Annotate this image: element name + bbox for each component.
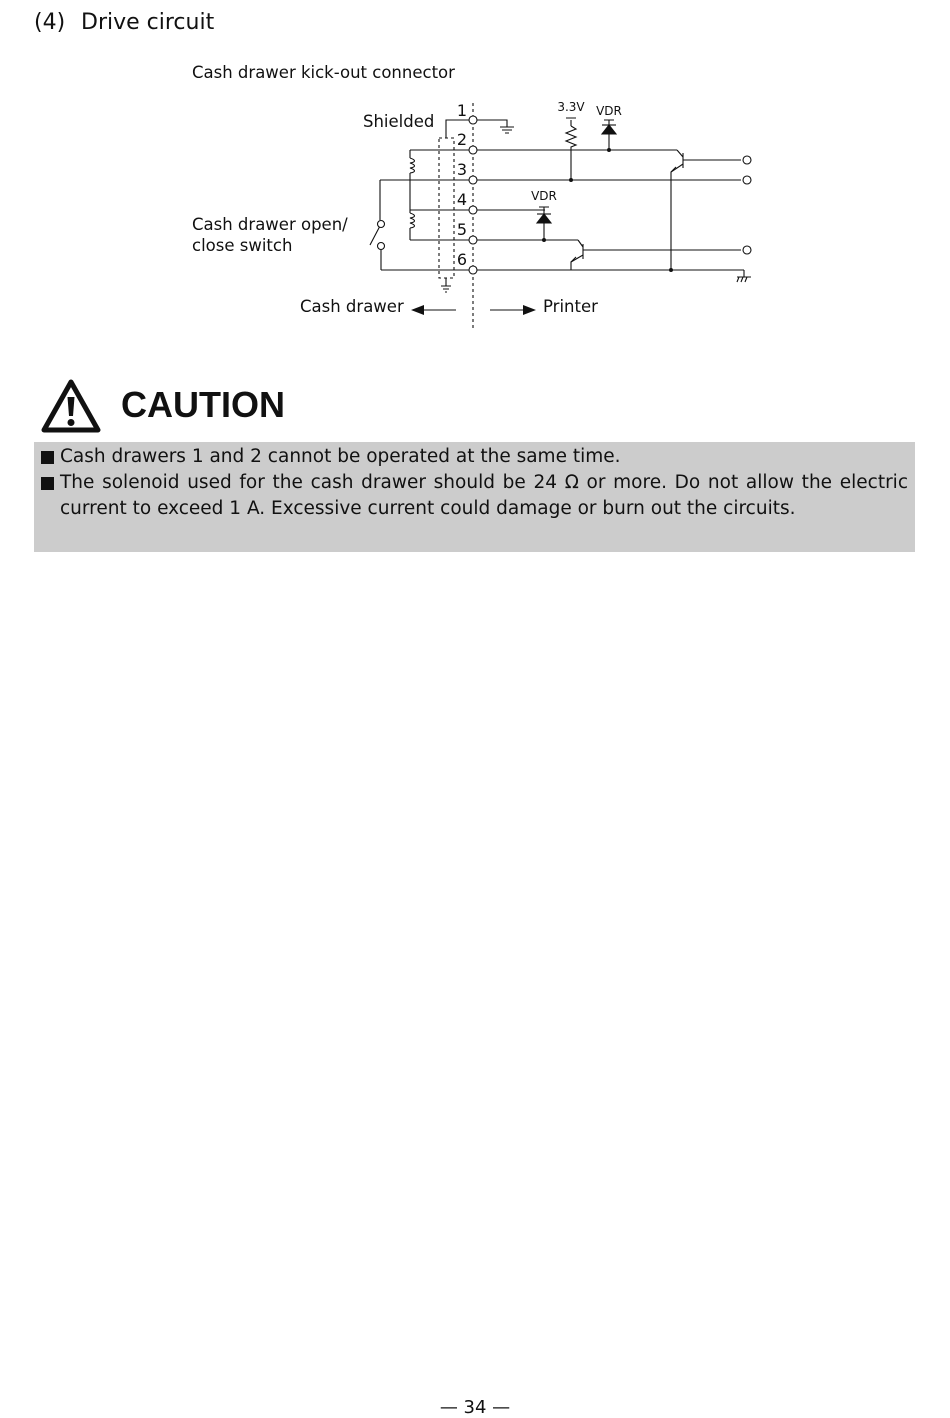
switch-label xyxy=(192,214,348,256)
caution-box xyxy=(34,442,915,552)
output-terminal xyxy=(743,176,751,184)
shielded-label: Shielded xyxy=(363,112,435,131)
printer-label: Printer xyxy=(543,297,598,316)
drive-circuit-diagram xyxy=(0,0,950,340)
caution-item-text: The solenoid used for the cash drawer should be 24 Ω or more. Do not allow the electric current to exceed 1 A. Excessive current could damage or burn out the circuits. xyxy=(60,472,908,519)
voltage-label: 3.3V xyxy=(557,100,585,114)
ground-icon xyxy=(500,127,514,133)
section-title: Drive circuit xyxy=(81,10,215,35)
caution-item xyxy=(41,444,908,470)
caution-item xyxy=(41,470,908,522)
pin-terminal xyxy=(469,176,477,184)
pin-label-3: 3 xyxy=(456,160,468,179)
arrow-right-icon xyxy=(523,305,536,315)
square-bullet-icon xyxy=(41,451,54,464)
transistor-1 xyxy=(671,150,741,270)
pin-terminal xyxy=(469,116,477,124)
frame-ground-icon xyxy=(737,270,751,277)
square-bullet-icon xyxy=(41,477,54,490)
warning-triangle-icon xyxy=(40,378,102,434)
vdr-label-mid: VDR xyxy=(531,189,557,203)
pin-label-1: 1 xyxy=(456,101,468,120)
pullup-resistor xyxy=(566,126,576,180)
pin-label-6: 6 xyxy=(456,250,468,269)
pin-label-5: 5 xyxy=(456,220,468,239)
pin-terminal xyxy=(469,206,477,214)
switch-label-line-2: close switch xyxy=(192,236,293,255)
vdr-diode-mid xyxy=(537,214,551,223)
cash-drawer-label: Cash drawer xyxy=(300,297,404,316)
output-terminal xyxy=(743,156,751,164)
switch-label-line-1: Cash drawer open/ xyxy=(192,215,348,234)
cable-shield xyxy=(439,138,454,278)
switch-terminal xyxy=(378,221,385,228)
transistor-2 xyxy=(571,240,741,270)
shield-ground-icon xyxy=(441,278,451,292)
arrow-left-icon xyxy=(411,305,424,315)
caution-title: CAUTION xyxy=(121,384,285,425)
section-number: (4) xyxy=(34,10,66,35)
vdr-diode-top xyxy=(602,125,616,134)
page-number: — 34 — xyxy=(439,1397,511,1418)
solenoid-coil-1 xyxy=(410,158,415,173)
solenoid-coil-2 xyxy=(410,213,415,228)
pin-label-2: 2 xyxy=(456,130,468,149)
vdr-label-top: VDR xyxy=(596,104,622,118)
pin-terminal xyxy=(469,146,477,154)
output-terminal xyxy=(743,246,751,254)
caution-item-text: Cash drawers 1 and 2 cannot be operated at the same time. xyxy=(60,446,621,467)
pin-label-4: 4 xyxy=(456,190,468,209)
switch-terminal xyxy=(378,243,385,250)
figure-title: Cash drawer kick-out connector xyxy=(192,63,455,82)
pin-terminal xyxy=(469,266,477,274)
pin-terminal xyxy=(469,236,477,244)
